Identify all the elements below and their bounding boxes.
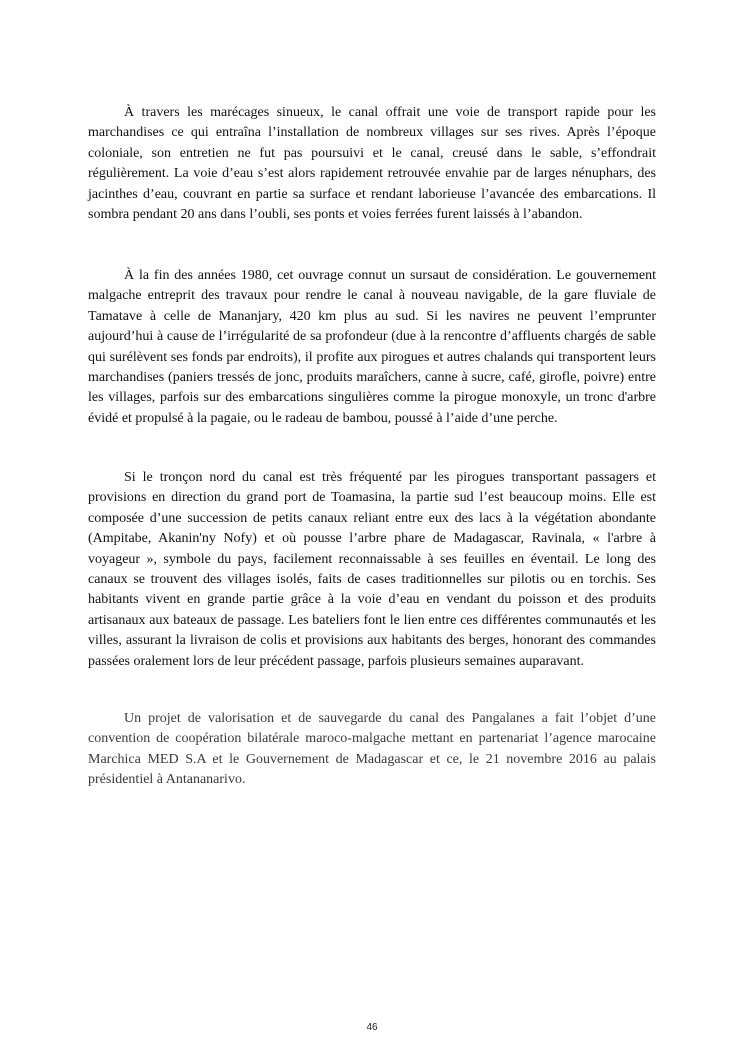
page-number: 46 xyxy=(366,1022,378,1033)
paragraph-cooperation-project: Un projet de valorisation et de sauvegarde du canal des Pangalanes a fait l’objet d’une convention de coopération bilatérale maroco-malgache mettant en partenariat l’agence marocaine Marchica MED S.A et le Gouvernement de Madagascar et ce, le 21 novembre 2016 au palais présidentiel à Antananarivo. xyxy=(88,711,656,788)
paragraph-canal-communities: Si le tronçon nord du canal est très fréquenté par les pirogues transportant passagers et provisions en direction du grand port de Toamasina, la partie sud l’est beaucoup moins. Elle est composée d’une succession de petits canaux reliant entre eux des lacs à la végétation abondante (Ampitabe, Akanin'ny Nofy) et où pousse l’arbre phare de Madagascar, Ravinala, « l'arbre à voyageur », symbole du pays, facilement reconnaissable à ses feuilles en éventail. Le long des canaux se trouvent des villages isolés, faits de cases traditionnelles sur pilotis ou en torchis. Ses habitants vivent en grande partie grâce à la voie d’eau en vendant du poisson et des produits artisanaux aux bateaux de passage. Les bateliers font le lien entre ces différentes communautés et les villes, assurant la livraison de colis et provisions aux habitants des berges, honorant des commandes passées oralement lors de leur précédent passage, parfois plusieurs semaines auparavant. xyxy=(88,470,656,669)
paragraph-canal-restoration: À la fin des années 1980, cet ouvrage connut un sursaut de considération. Le gouvernement malgache entreprit des travaux pour rendre le canal à nouveau navigable, de la gare fluviale de Tamatave à celle de Mananjary, 420 km plus au sud. Si les navires ne peuvent l’emprunter aujourd’hui à cause de l’irrégularité de sa profondeur (due à la rencontre d’affluents chargés de sable qui surélèvent ses fonds par endroits), il profite aux pirogues et autres chalands qui transportent leurs marchandises (paniers tressés de jonc, produits maraîchers, canne à sucre, café, girofle, poivre) entre les villages, parfois sur des embarcations singulières comme la pirogue monoxyle, un tronc d'arbre évidé et propulsé à la pagaie, ou le radeau de bambou, poussé à l’aide d’une perche. xyxy=(88,268,656,426)
paragraph-canal-history: À travers les marécages sinueux, le canal offrait une voie de transport rapide pour les marchandises ce qui entraîna l’installation de nombreux villages sur ses rives. Après l’époque coloniale, son entretien ne fut pas poursuivi et le canal, creusé dans le sable, s’effondrait régulièrement. La voie d’eau s’est alors rapidement retrouvée envahie par de larges nénuphars, des jacinthes d’eau, couvrant en partie sa surface et rendant laborieuse l’avancée des embarcations. Il sombra pendant 20 ans dans l’oubli, ses ponts et voies ferrées furent laissés à l’abandon. xyxy=(88,105,656,223)
